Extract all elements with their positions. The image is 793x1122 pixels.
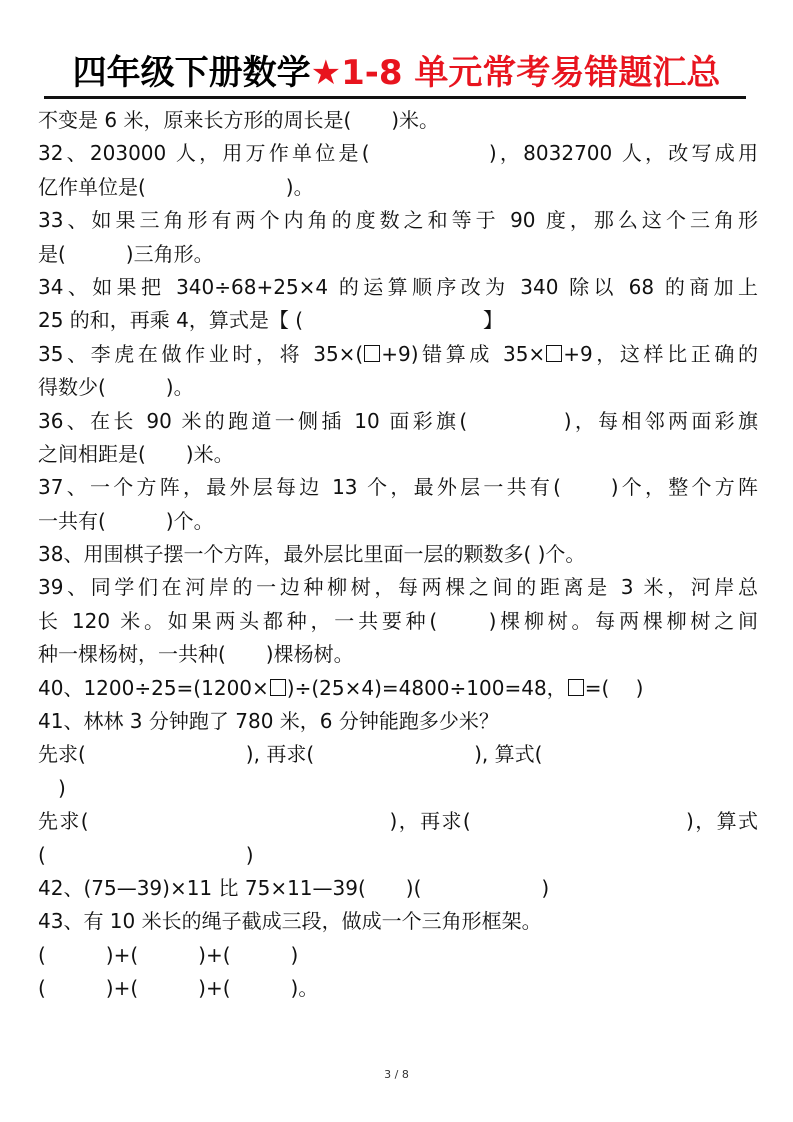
question-37-line: 37、一个方阵，最外层每边 13 个，最外层一共有( )个，整个方阵	[38, 475, 758, 500]
blank-box	[364, 345, 380, 362]
question-line: 先求( )，再求( )，算式	[38, 809, 758, 834]
title-suffix: 1-8 单元常考易错题汇总	[341, 53, 721, 93]
page-title	[0, 48, 793, 98]
title-underline	[44, 96, 746, 99]
star-icon: ★	[310, 53, 342, 93]
question-line: 先求( ), 再求( ), 算式(	[38, 742, 543, 767]
question-35-line	[38, 338, 758, 371]
question-36-line: 36、在长 90 米的跑道一侧插 10 面彩旗( )，每相邻两面彩旗	[38, 408, 758, 433]
question-39-line: 39、同学们在河岸的一边种柳树，每两棵之间的距离是 3 米，河岸总	[38, 575, 758, 600]
question-38-line: 38、用围棋子摆一个方阵，最外层比里面一层的颗数多( )个。	[38, 542, 586, 567]
text-segment: =( )	[584, 675, 644, 700]
text-segment: +9)错算成 35×	[381, 341, 546, 366]
text-segment: 35、李虎在做作业时，将 35×(	[38, 341, 364, 366]
question-42-line: 42、(75—39)×11 比 75×11—39( )( )	[38, 875, 550, 900]
question-line: 长 120 米。如果两头都种，一共要种( )棵柳树。每两棵柳树之间	[38, 608, 758, 633]
question-line: 种一棵杨树，一共种( )棵杨树。	[38, 642, 354, 667]
question-34-line: 34、如果把 340÷68+25×4 的运算顺序改为 340 除以 68 的商加上	[38, 274, 758, 299]
text-segment: )÷(25×4)=4800÷100=48，	[286, 675, 567, 700]
question-line: 是( )三角形。	[38, 241, 214, 266]
question-40-line	[38, 672, 758, 705]
text-segment: 40、1200÷25=(1200×	[38, 675, 269, 700]
question-line: ( )+( )+( )	[38, 942, 299, 967]
question-line: ( )+( )+( )。	[38, 976, 319, 1001]
question-line: 25 的和，再乘 4，算式是【 ( 】	[38, 308, 504, 333]
blank-box	[546, 345, 562, 362]
question-list	[38, 104, 758, 1006]
question-32-line: 32、203000 人，用万作单位是( )，8032700 人，改写成用	[38, 141, 758, 166]
question-line: 亿作单位是( )。	[38, 174, 314, 199]
question-43-line: 43、有 10 米长的绳子截成三段，做成一个三角形框架。	[38, 909, 542, 934]
question-line: ( )	[38, 842, 254, 867]
blank-box	[568, 679, 584, 696]
question-line: 不变是 6 米，原来长方形的周长是( )米。	[38, 108, 440, 132]
question-line: 之间相距是( )米。	[38, 441, 234, 466]
page-number: 3 / 8	[384, 1068, 409, 1081]
title-prefix: 四年级下册数学	[72, 53, 311, 93]
question-line: 一共有( )个。	[38, 508, 214, 533]
question-line: 得数少( )。	[38, 375, 194, 400]
blank-box	[270, 679, 286, 696]
text-segment: +9，这样比正确的	[563, 341, 758, 366]
question-33-line: 33、如果三角形有两个内角的度数之和等于 90 度，那么这个三角形	[38, 208, 758, 233]
question-line: )	[38, 775, 66, 800]
question-41-line: 41、林林 3 分钟跑了 780 米，6 分钟能跑多少米？	[38, 709, 499, 734]
